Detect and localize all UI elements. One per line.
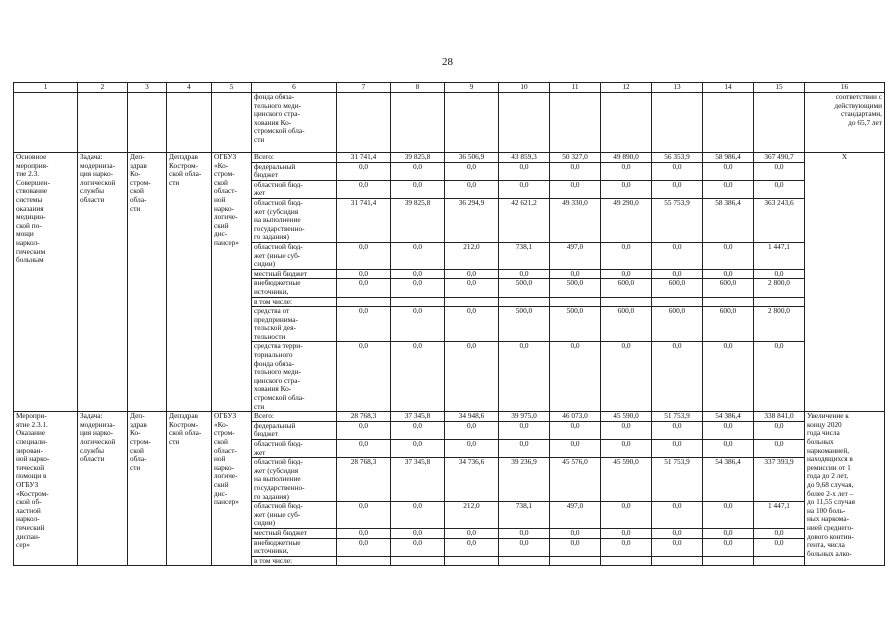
value-cell: 0,0 bbox=[337, 342, 391, 412]
value-cell: 0,0 bbox=[652, 180, 703, 198]
value-cell: 0,0 bbox=[337, 279, 391, 297]
value-cell: 0,0 bbox=[703, 269, 754, 279]
value-cell bbox=[337, 556, 391, 566]
value-cell: 0,0 bbox=[337, 538, 391, 556]
funding-source-label: областной бюд- жет (субсидия на выполнение государственно- го задания) bbox=[252, 458, 337, 502]
value-cell: 0,0 bbox=[499, 528, 550, 538]
row-group-cell: ОГБУЗ «Ко- стром- ской област- ной нарко- логиче- ский дис- пансер» bbox=[212, 412, 252, 566]
value-cell: 0,0 bbox=[601, 242, 652, 269]
value-cell: 31 741,4 bbox=[337, 198, 391, 242]
value-cell: 0,0 bbox=[391, 180, 445, 198]
value-cell bbox=[499, 297, 550, 307]
value-cell: 0,0 bbox=[601, 528, 652, 538]
value-cell bbox=[652, 297, 703, 307]
value-cell: 0,0 bbox=[703, 180, 754, 198]
value-cell: 0,0 bbox=[445, 421, 499, 439]
value-cell: 0,0 bbox=[754, 342, 805, 412]
value-cell: 600,0 bbox=[652, 279, 703, 297]
funding-source-label: областной бюд- жет (субсидия на выполнение государственно- го задания) bbox=[252, 198, 337, 242]
value-cell: 0,0 bbox=[550, 538, 601, 556]
value-cell: 0,0 bbox=[391, 440, 445, 458]
funding-source-label: внебюджетные источники, bbox=[252, 538, 337, 556]
page-number: 28 bbox=[442, 56, 453, 68]
value-cell: 0,0 bbox=[499, 538, 550, 556]
column-header: 9 bbox=[445, 83, 499, 93]
value-cell: 28 768,3 bbox=[337, 412, 391, 422]
table-cell bbox=[499, 93, 550, 153]
value-cell: 34 948,6 bbox=[445, 412, 499, 422]
value-cell: 0,0 bbox=[499, 342, 550, 412]
value-cell bbox=[391, 556, 445, 566]
value-cell: 0,0 bbox=[601, 180, 652, 198]
table-row bbox=[14, 153, 885, 163]
value-cell: 0,0 bbox=[445, 440, 499, 458]
value-cell: 0,0 bbox=[703, 440, 754, 458]
value-cell: 55 753,9 bbox=[652, 198, 703, 242]
value-cell: 0,0 bbox=[550, 342, 601, 412]
continuation-row bbox=[14, 93, 885, 153]
column-header: 4 bbox=[167, 83, 212, 93]
value-cell: 0,0 bbox=[391, 502, 445, 529]
column-header: 13 bbox=[652, 83, 703, 93]
table-cell bbox=[601, 93, 652, 153]
column-header: 10 bbox=[499, 83, 550, 93]
value-cell: 0,0 bbox=[391, 528, 445, 538]
value-cell: 0,0 bbox=[550, 269, 601, 279]
value-cell: 0,0 bbox=[652, 242, 703, 269]
value-cell: 500,0 bbox=[499, 279, 550, 297]
value-cell bbox=[754, 556, 805, 566]
value-cell: 0,0 bbox=[703, 342, 754, 412]
value-cell: 36 294,9 bbox=[445, 198, 499, 242]
value-cell: 0,0 bbox=[754, 421, 805, 439]
value-cell: 1 447,1 bbox=[754, 502, 805, 529]
value-cell: 34 736,6 bbox=[445, 458, 499, 502]
funding-source-label: федеральный бюджет bbox=[252, 162, 337, 180]
value-cell: 0,0 bbox=[337, 440, 391, 458]
value-cell: 54 386,4 bbox=[703, 458, 754, 502]
table-cell bbox=[550, 93, 601, 153]
value-cell: 338 841,0 bbox=[754, 412, 805, 422]
value-cell: 0,0 bbox=[391, 538, 445, 556]
value-cell: 0,0 bbox=[550, 440, 601, 458]
value-cell: 0,0 bbox=[652, 528, 703, 538]
value-cell: 31 741,4 bbox=[337, 153, 391, 163]
value-cell: 0,0 bbox=[754, 528, 805, 538]
column-header: 16 bbox=[805, 83, 885, 93]
value-cell: 367 490,7 bbox=[754, 153, 805, 163]
value-cell: 0,0 bbox=[703, 528, 754, 538]
value-cell: 0,0 bbox=[337, 242, 391, 269]
value-cell: 58 386,4 bbox=[703, 198, 754, 242]
value-cell: 212,0 bbox=[445, 242, 499, 269]
value-cell: 0,0 bbox=[754, 269, 805, 279]
value-cell: 738,1 bbox=[499, 242, 550, 269]
value-cell: 0,0 bbox=[445, 538, 499, 556]
value-cell: 39 825,8 bbox=[391, 198, 445, 242]
funding-source-label: областной бюд- жет (иные суб- сидии) bbox=[252, 242, 337, 269]
row-group-cell: Задача: модерниза- ция нарко- логической службы области bbox=[78, 153, 128, 412]
funding-source-label: областной бюд- жет bbox=[252, 440, 337, 458]
value-cell: 56 353,9 bbox=[652, 153, 703, 163]
value-cell: 0,0 bbox=[499, 162, 550, 180]
value-cell: 0,0 bbox=[337, 307, 391, 342]
value-cell: 0,0 bbox=[337, 502, 391, 529]
table-cell bbox=[128, 93, 167, 153]
value-cell bbox=[445, 556, 499, 566]
value-cell: 43 859,3 bbox=[499, 153, 550, 163]
table-cell bbox=[337, 93, 391, 153]
value-cell: 51 753,9 bbox=[652, 412, 703, 422]
column-header: 6 bbox=[252, 83, 337, 93]
funding-source-label: в том числе: bbox=[252, 556, 337, 566]
value-cell: 0,0 bbox=[703, 538, 754, 556]
value-cell: 37 345,8 bbox=[391, 412, 445, 422]
value-cell: 0,0 bbox=[445, 180, 499, 198]
row-group-cell: Депздрав Костром- ской обла- сти bbox=[167, 412, 212, 566]
row-group-cell: Задача: модерниза- ция нарко- логической службы области bbox=[78, 412, 128, 566]
value-cell bbox=[601, 297, 652, 307]
value-cell: 0,0 bbox=[703, 242, 754, 269]
value-cell: 500,0 bbox=[550, 279, 601, 297]
row-group-cell: Депздрав Костром- ской обла- сти bbox=[167, 153, 212, 412]
value-cell: 0,0 bbox=[703, 162, 754, 180]
funding-source-label: Всего: bbox=[252, 153, 337, 163]
row-group-cell: Основное мероприя- тие 2.3. Совершен- ствование системы оказания медицин- ской по- мощи наркол- гическим больным bbox=[14, 153, 78, 412]
value-cell: 54 386,4 bbox=[703, 412, 754, 422]
value-cell: 0,0 bbox=[391, 269, 445, 279]
value-cell: 0,0 bbox=[754, 538, 805, 556]
value-cell: 738,1 bbox=[499, 502, 550, 529]
value-cell: 0,0 bbox=[550, 180, 601, 198]
table-row bbox=[14, 412, 885, 422]
value-cell: 0,0 bbox=[445, 279, 499, 297]
funding-source-label: средства терри- ториального фонда обяза- тельного меди- цинского стра- хования Ко- стромской обла- сти bbox=[252, 342, 337, 412]
funding-source-label: местный бюджет bbox=[252, 269, 337, 279]
value-cell: 0,0 bbox=[445, 307, 499, 342]
value-cell: 0,0 bbox=[445, 162, 499, 180]
value-cell: 0,0 bbox=[391, 162, 445, 180]
value-cell: 337 393,9 bbox=[754, 458, 805, 502]
value-cell: 0,0 bbox=[391, 307, 445, 342]
result-cell: Увеличение к концу 2020 года числа больных наркоманией, находящихся в ремиссии от 1 года до 2 лет, до 9,68 случая, более 2-х лет – до 11,55 случая на 100 боль- ных наркома- нией среднего- дового контин- гента, числа больных алко- bbox=[805, 412, 885, 566]
value-cell: 49 890,0 bbox=[601, 153, 652, 163]
value-cell: 0,0 bbox=[499, 421, 550, 439]
column-header: 1 bbox=[14, 83, 78, 93]
value-cell: 58 986,4 bbox=[703, 153, 754, 163]
value-cell: 0,0 bbox=[601, 342, 652, 412]
value-cell: 45 590,0 bbox=[601, 412, 652, 422]
value-cell: 0,0 bbox=[499, 180, 550, 198]
value-cell: 497,0 bbox=[550, 502, 601, 529]
value-cell: 45 576,0 bbox=[550, 458, 601, 502]
column-header: 8 bbox=[391, 83, 445, 93]
value-cell: 0,0 bbox=[499, 269, 550, 279]
column-header: 5 bbox=[212, 83, 252, 93]
value-cell: 0,0 bbox=[652, 421, 703, 439]
value-cell: 0,0 bbox=[754, 180, 805, 198]
table-cell: фонда обяза- тельного меди- цинского стра- хования Ко- стромской обла- сти bbox=[252, 93, 337, 153]
table-cell bbox=[14, 93, 78, 153]
funding-source-label: местный бюджет bbox=[252, 528, 337, 538]
value-cell: 42 621,2 bbox=[499, 198, 550, 242]
table-cell bbox=[445, 93, 499, 153]
value-cell: 0,0 bbox=[652, 342, 703, 412]
value-cell: 39 236,9 bbox=[499, 458, 550, 502]
value-cell: 0,0 bbox=[652, 162, 703, 180]
value-cell: 497,0 bbox=[550, 242, 601, 269]
value-cell bbox=[652, 556, 703, 566]
value-cell: 49 330,0 bbox=[550, 198, 601, 242]
table-cell bbox=[652, 93, 703, 153]
value-cell: 2 800,0 bbox=[754, 279, 805, 297]
table-cell bbox=[754, 93, 805, 153]
column-header: 15 bbox=[754, 83, 805, 93]
value-cell: 0,0 bbox=[391, 342, 445, 412]
value-cell: 0,0 bbox=[652, 538, 703, 556]
value-cell: 0,0 bbox=[601, 440, 652, 458]
value-cell bbox=[550, 297, 601, 307]
column-header: 12 bbox=[601, 83, 652, 93]
value-cell: 39 825,8 bbox=[391, 153, 445, 163]
value-cell: 0,0 bbox=[601, 269, 652, 279]
value-cell: 0,0 bbox=[337, 162, 391, 180]
value-cell: 0,0 bbox=[445, 342, 499, 412]
funding-source-label: средства от предпринима- тельской дея- тельности bbox=[252, 307, 337, 342]
value-cell bbox=[499, 556, 550, 566]
value-cell: 28 768,3 bbox=[337, 458, 391, 502]
value-cell bbox=[550, 556, 601, 566]
budget-table bbox=[13, 82, 885, 566]
value-cell: 0,0 bbox=[391, 242, 445, 269]
table-cell bbox=[167, 93, 212, 153]
value-cell: 50 327,0 bbox=[550, 153, 601, 163]
row-group-cell: Деп- здрав Ко- стром- ской обла- сти bbox=[128, 412, 167, 566]
value-cell: 46 073,0 bbox=[550, 412, 601, 422]
funding-source-label: областной бюд- жет bbox=[252, 180, 337, 198]
value-cell bbox=[601, 556, 652, 566]
value-cell: 0,0 bbox=[652, 269, 703, 279]
value-cell: 0,0 bbox=[337, 528, 391, 538]
value-cell: 600,0 bbox=[703, 279, 754, 297]
result-cell: Х bbox=[805, 153, 885, 412]
value-cell: 1 447,1 bbox=[754, 242, 805, 269]
column-header: 7 bbox=[337, 83, 391, 93]
value-cell: 0,0 bbox=[601, 502, 652, 529]
value-cell: 0,0 bbox=[703, 502, 754, 529]
header-row bbox=[14, 83, 885, 93]
value-cell: 0,0 bbox=[652, 440, 703, 458]
value-cell: 0,0 bbox=[601, 162, 652, 180]
value-cell: 212,0 bbox=[445, 502, 499, 529]
value-cell: 0,0 bbox=[703, 421, 754, 439]
value-cell: 600,0 bbox=[703, 307, 754, 342]
value-cell bbox=[445, 297, 499, 307]
value-cell: 36 506,9 bbox=[445, 153, 499, 163]
value-cell: 0,0 bbox=[391, 279, 445, 297]
value-cell: 0,0 bbox=[550, 528, 601, 538]
value-cell: 0,0 bbox=[445, 269, 499, 279]
value-cell: 0,0 bbox=[445, 528, 499, 538]
value-cell: 600,0 bbox=[601, 279, 652, 297]
funding-source-label: федеральный бюджет bbox=[252, 421, 337, 439]
row-group-cell: Деп- здрав Ко- стром- ской обла- сти bbox=[128, 153, 167, 412]
funding-source-label: внебюджетные источники, bbox=[252, 279, 337, 297]
table-cell: соответствии с действующими стандартами, до 65,7 лет bbox=[805, 93, 885, 153]
value-cell bbox=[703, 556, 754, 566]
column-header: 11 bbox=[550, 83, 601, 93]
value-cell bbox=[703, 297, 754, 307]
table-cell bbox=[703, 93, 754, 153]
value-cell: 0,0 bbox=[337, 269, 391, 279]
column-header: 14 bbox=[703, 83, 754, 93]
funding-source-label: областной бюд- жет (иные суб- сидии) bbox=[252, 502, 337, 529]
value-cell: 500,0 bbox=[499, 307, 550, 342]
value-cell: 45 590,0 bbox=[601, 458, 652, 502]
value-cell: 0,0 bbox=[391, 421, 445, 439]
table-cell bbox=[391, 93, 445, 153]
value-cell: 0,0 bbox=[754, 440, 805, 458]
value-cell: 0,0 bbox=[499, 440, 550, 458]
value-cell: 363 243,6 bbox=[754, 198, 805, 242]
funding-source-label: в том числе: bbox=[252, 297, 337, 307]
value-cell bbox=[337, 297, 391, 307]
value-cell: 0,0 bbox=[337, 421, 391, 439]
value-cell: 39 975,0 bbox=[499, 412, 550, 422]
value-cell: 0,0 bbox=[550, 421, 601, 439]
funding-source-label: Всего: bbox=[252, 412, 337, 422]
value-cell: 0,0 bbox=[550, 162, 601, 180]
column-header: 3 bbox=[128, 83, 167, 93]
value-cell: 2 800,0 bbox=[754, 307, 805, 342]
value-cell: 600,0 bbox=[601, 307, 652, 342]
value-cell: 0,0 bbox=[754, 162, 805, 180]
value-cell: 500,0 bbox=[550, 307, 601, 342]
value-cell: 51 753,9 bbox=[652, 458, 703, 502]
table-cell bbox=[212, 93, 252, 153]
value-cell: 0,0 bbox=[337, 180, 391, 198]
value-cell: 37 345,8 bbox=[391, 458, 445, 502]
value-cell bbox=[391, 297, 445, 307]
value-cell bbox=[754, 297, 805, 307]
row-group-cell: ОГБУЗ «Ко- стром- ской област- ной нарко- логиче- ский дис- пансер» bbox=[212, 153, 252, 412]
value-cell: 49 290,0 bbox=[601, 198, 652, 242]
value-cell: 0,0 bbox=[652, 502, 703, 529]
value-cell: 0,0 bbox=[601, 538, 652, 556]
column-header: 2 bbox=[78, 83, 128, 93]
table-cell bbox=[78, 93, 128, 153]
value-cell: 0,0 bbox=[601, 421, 652, 439]
value-cell: 600,0 bbox=[652, 307, 703, 342]
row-group-cell: Меропри- ятие 2.3.1. Оказание специали- зирован- ной нарко- тической помощи в ОГБУЗ «Костром- ской об- ластной наркол- гический диспан- сер» bbox=[14, 412, 78, 566]
